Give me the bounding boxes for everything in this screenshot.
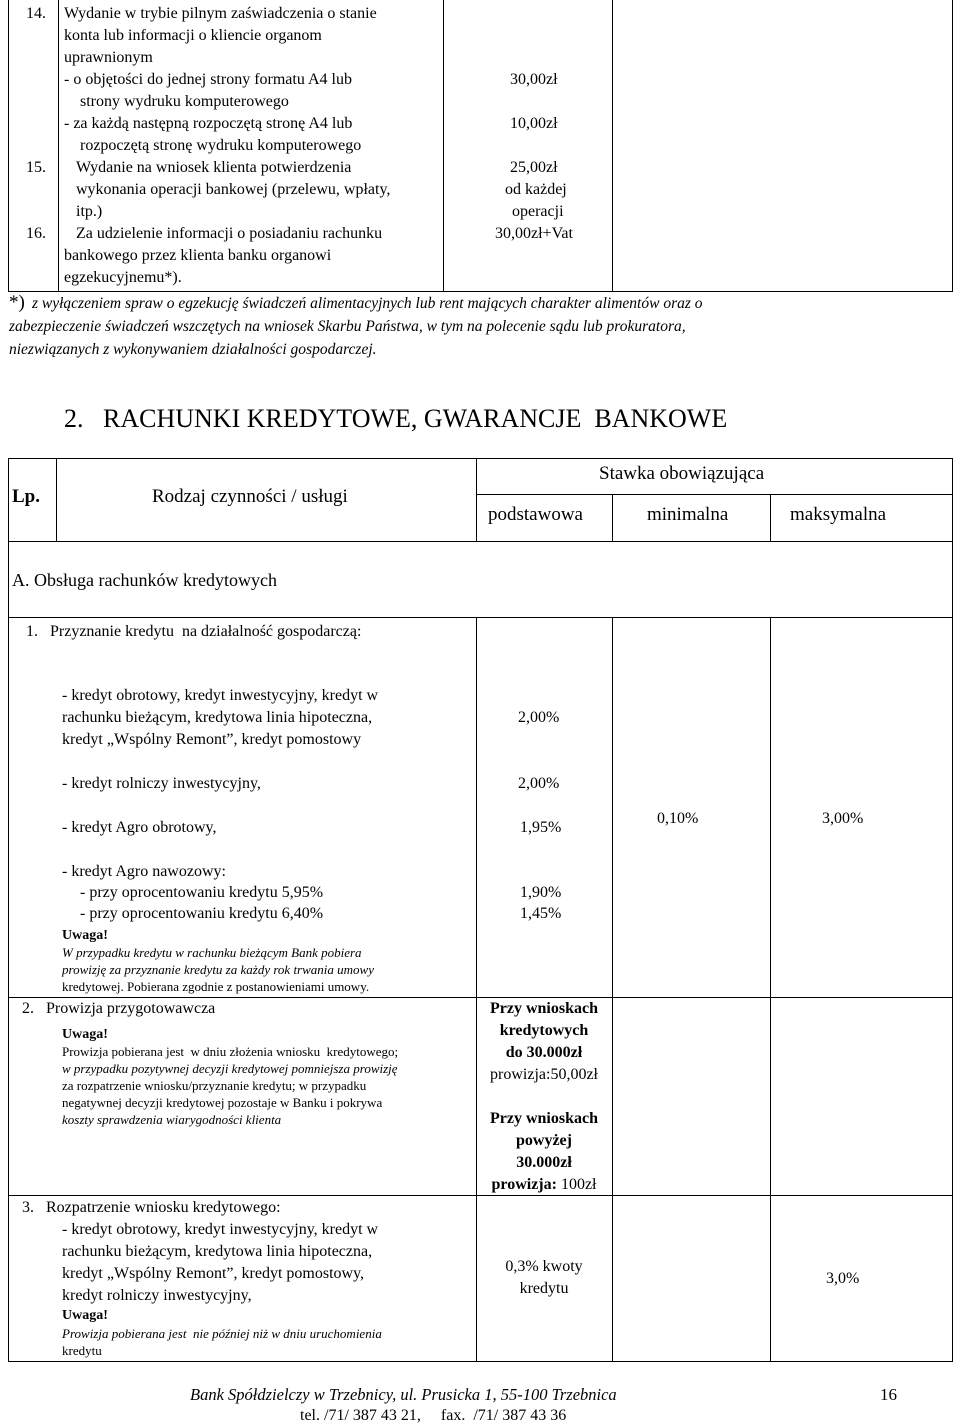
fee-value: 10,00zł bbox=[510, 115, 558, 132]
rate-value: kredytu bbox=[519, 1280, 569, 1297]
row-text: strony wydruku komputerowego bbox=[80, 93, 289, 110]
commission-b: powyżej bbox=[516, 1132, 572, 1149]
row-text: Za udzielenie informacji o posiadaniu rachunku bbox=[76, 225, 383, 242]
row-text: egzekucyjnemu*). bbox=[64, 269, 182, 286]
row-text: bankowego przez klienta banku organowi bbox=[64, 247, 332, 264]
commission-b: Przy wnioskach bbox=[490, 1110, 598, 1127]
uwaga-label: Uwaga! bbox=[62, 928, 108, 943]
item-1-sub4: - przy oprocentowaniu kredytu 5,95% bbox=[80, 884, 324, 901]
item-1-sub3: - kredyt Agro obrotowy, bbox=[62, 819, 217, 836]
header-lp: Lp. bbox=[12, 486, 40, 507]
rate-value: 1,90% bbox=[520, 884, 562, 901]
item-3-line: - kredyt obrotowy, kredyt inwestycyjny, kredyt w bbox=[62, 1221, 379, 1238]
rate-value: 1,45% bbox=[520, 905, 562, 922]
note-text: W przypadku kredytu w rachunku bieżącym Bank pobiera bbox=[62, 945, 362, 960]
footnote-text: zabezpieczenie świadczeń wszczętych na wniosek Skarbu Państwa, w tym na polecenie sądu lub prokuratora, bbox=[9, 318, 686, 335]
item-1-title: 1. Przyznanie kredytu na działalność gospodarczą: bbox=[26, 623, 362, 640]
rate-value: 0,3% kwoty bbox=[505, 1258, 583, 1275]
header-maksymalna: maksymalna bbox=[790, 504, 887, 525]
rate-value: 2,00% bbox=[518, 775, 560, 792]
row-number: 16. bbox=[26, 225, 46, 242]
fee-value: 30,00zł bbox=[510, 71, 558, 88]
fee-value: od każdej bbox=[505, 181, 567, 198]
fee-value: operacji bbox=[512, 203, 564, 220]
footnote-text: z wyłączeniem spraw o egzekucję świadczeń alimentacyjnych lub rent mających charakter alimentów oraz o bbox=[32, 295, 703, 312]
header-podstawowa: podstawowa bbox=[488, 504, 583, 525]
item-1-sub2: - kredyt rolniczy inwestycyjny, bbox=[62, 775, 261, 792]
item-3-line: kredyt rolniczy inwestycyjny, bbox=[62, 1287, 252, 1304]
rate-max: 3,00% bbox=[822, 810, 864, 827]
footnote-marker: *) bbox=[9, 292, 25, 313]
rate-value: 1,95% bbox=[520, 819, 562, 836]
footnote-text: niezwiązanych z wykonywaniem działalności gospodarczej. bbox=[9, 341, 377, 358]
row-text: wykonania operacji bankowej (przelewu, wpłaty, bbox=[76, 181, 391, 198]
section-title: 2. RACHUNKI KREDYTOWE, GWARANCJE BANKOWE bbox=[64, 404, 728, 433]
row-text: Wydanie na wniosek klienta potwierdzenia bbox=[76, 159, 352, 176]
commission-a-value: prowizja:50,00zł bbox=[490, 1066, 598, 1083]
note-text: Prowizja pobierana jest nie później niż w dniu uruchomienia bbox=[62, 1326, 382, 1341]
note-text: Prowizja pobierana jest w dniu złożenia wniosku kredytowego; bbox=[62, 1044, 399, 1059]
row-number: 15. bbox=[26, 159, 46, 176]
rate-min: 0,10% bbox=[657, 810, 699, 827]
row-text: Wydanie w trybie pilnym zaświadczenia o stanie bbox=[64, 5, 377, 22]
rate-value: 2,00% bbox=[518, 709, 560, 726]
header-rodzaj: Rodzaj czynności / usługi bbox=[152, 486, 348, 507]
commission-a: Przy wnioskach bbox=[490, 1000, 598, 1017]
note-text: w przypadku pozytywnej decyzji kredytowej pomniejsza prowizję bbox=[62, 1061, 398, 1076]
section-a-title: A. Obsługa rachunków kredytowych bbox=[12, 570, 277, 590]
item-2-title: 2. Prowizja przygotowawcza bbox=[22, 1000, 216, 1017]
note-text: koszty sprawdzenia wiarygodności klienta bbox=[62, 1112, 282, 1127]
footer-address: Bank Spółdzielczy w Trzebnicy, ul. Prusicka 1, 55-100 Trzebnica bbox=[190, 1385, 617, 1404]
commission-a: do 30.000zł bbox=[505, 1044, 583, 1061]
item-1-sub1: - kredyt obrotowy, kredyt inwestycyjny, kredyt w bbox=[62, 687, 379, 704]
item-3-line: kredyt „Wspólny Remont”, kredyt pomostowy, bbox=[62, 1265, 365, 1282]
row-number: 14. bbox=[26, 5, 46, 22]
note-text: za rozpatrzenie wniosku/przyznanie kredytu; w przypadku bbox=[62, 1078, 367, 1093]
item-1-sub4: - kredyt Agro nawozowy: bbox=[62, 863, 226, 880]
item-1-sub4: - przy oprocentowaniu kredytu 6,40% bbox=[80, 905, 324, 922]
note-text: kredytowej. Pobierana zgodnie z postanowieniami umowy. bbox=[62, 979, 370, 994]
uwaga-label: Uwaga! bbox=[62, 1308, 108, 1323]
uwaga-label: Uwaga! bbox=[62, 1027, 108, 1042]
item-3-line: rachunku bieżącym, kredytowa linia hipoteczna, bbox=[62, 1243, 373, 1260]
row-text: uprawnionym bbox=[64, 49, 153, 66]
row-text: itp.) bbox=[76, 203, 103, 220]
header-stawka: Stawka obowiązująca bbox=[599, 463, 765, 484]
header-minimalna: minimalna bbox=[647, 504, 729, 525]
item-3-title: 3. Rozpatrzenie wniosku kredytowego: bbox=[22, 1199, 281, 1216]
page-number: 16 bbox=[880, 1385, 897, 1404]
fee-value: 30,00zł+Vat bbox=[495, 225, 573, 242]
commission-b: 30.000zł bbox=[516, 1154, 572, 1171]
row-text: konta lub informacji o kliencie organom bbox=[64, 27, 322, 44]
commission-b-value: prowizja: 100zł bbox=[491, 1176, 597, 1193]
note-text: kredytu bbox=[62, 1343, 102, 1358]
item-1-sub1: kredyt „Wspólny Remont”, kredyt pomostowy bbox=[62, 731, 362, 748]
item-1-sub1: rachunku bieżącym, kredytowa linia hipoteczna, bbox=[62, 709, 373, 726]
row-text: - za każdą następną rozpoczętą stronę A4 lub bbox=[64, 115, 353, 132]
row-text: rozpoczętą stronę wydruku komputerowego bbox=[80, 137, 362, 154]
fee-value: 25,00zł bbox=[510, 159, 558, 176]
note-text: prowizję za przyznanie kredytu za każdy rok trwania umowy bbox=[62, 962, 374, 977]
footer-contact: tel. /71/ 387 43 21, fax. /71/ 387 43 36 bbox=[300, 1407, 567, 1424]
note-text: negatywnej decyzji kredytowej pozostaje w Banku i pokrywa bbox=[62, 1095, 383, 1110]
commission-a: kredytowych bbox=[499, 1022, 589, 1039]
rate-max: 3,0% bbox=[826, 1270, 860, 1287]
row-text: - o objętości do jednej strony formatu A4 lub bbox=[64, 71, 352, 88]
